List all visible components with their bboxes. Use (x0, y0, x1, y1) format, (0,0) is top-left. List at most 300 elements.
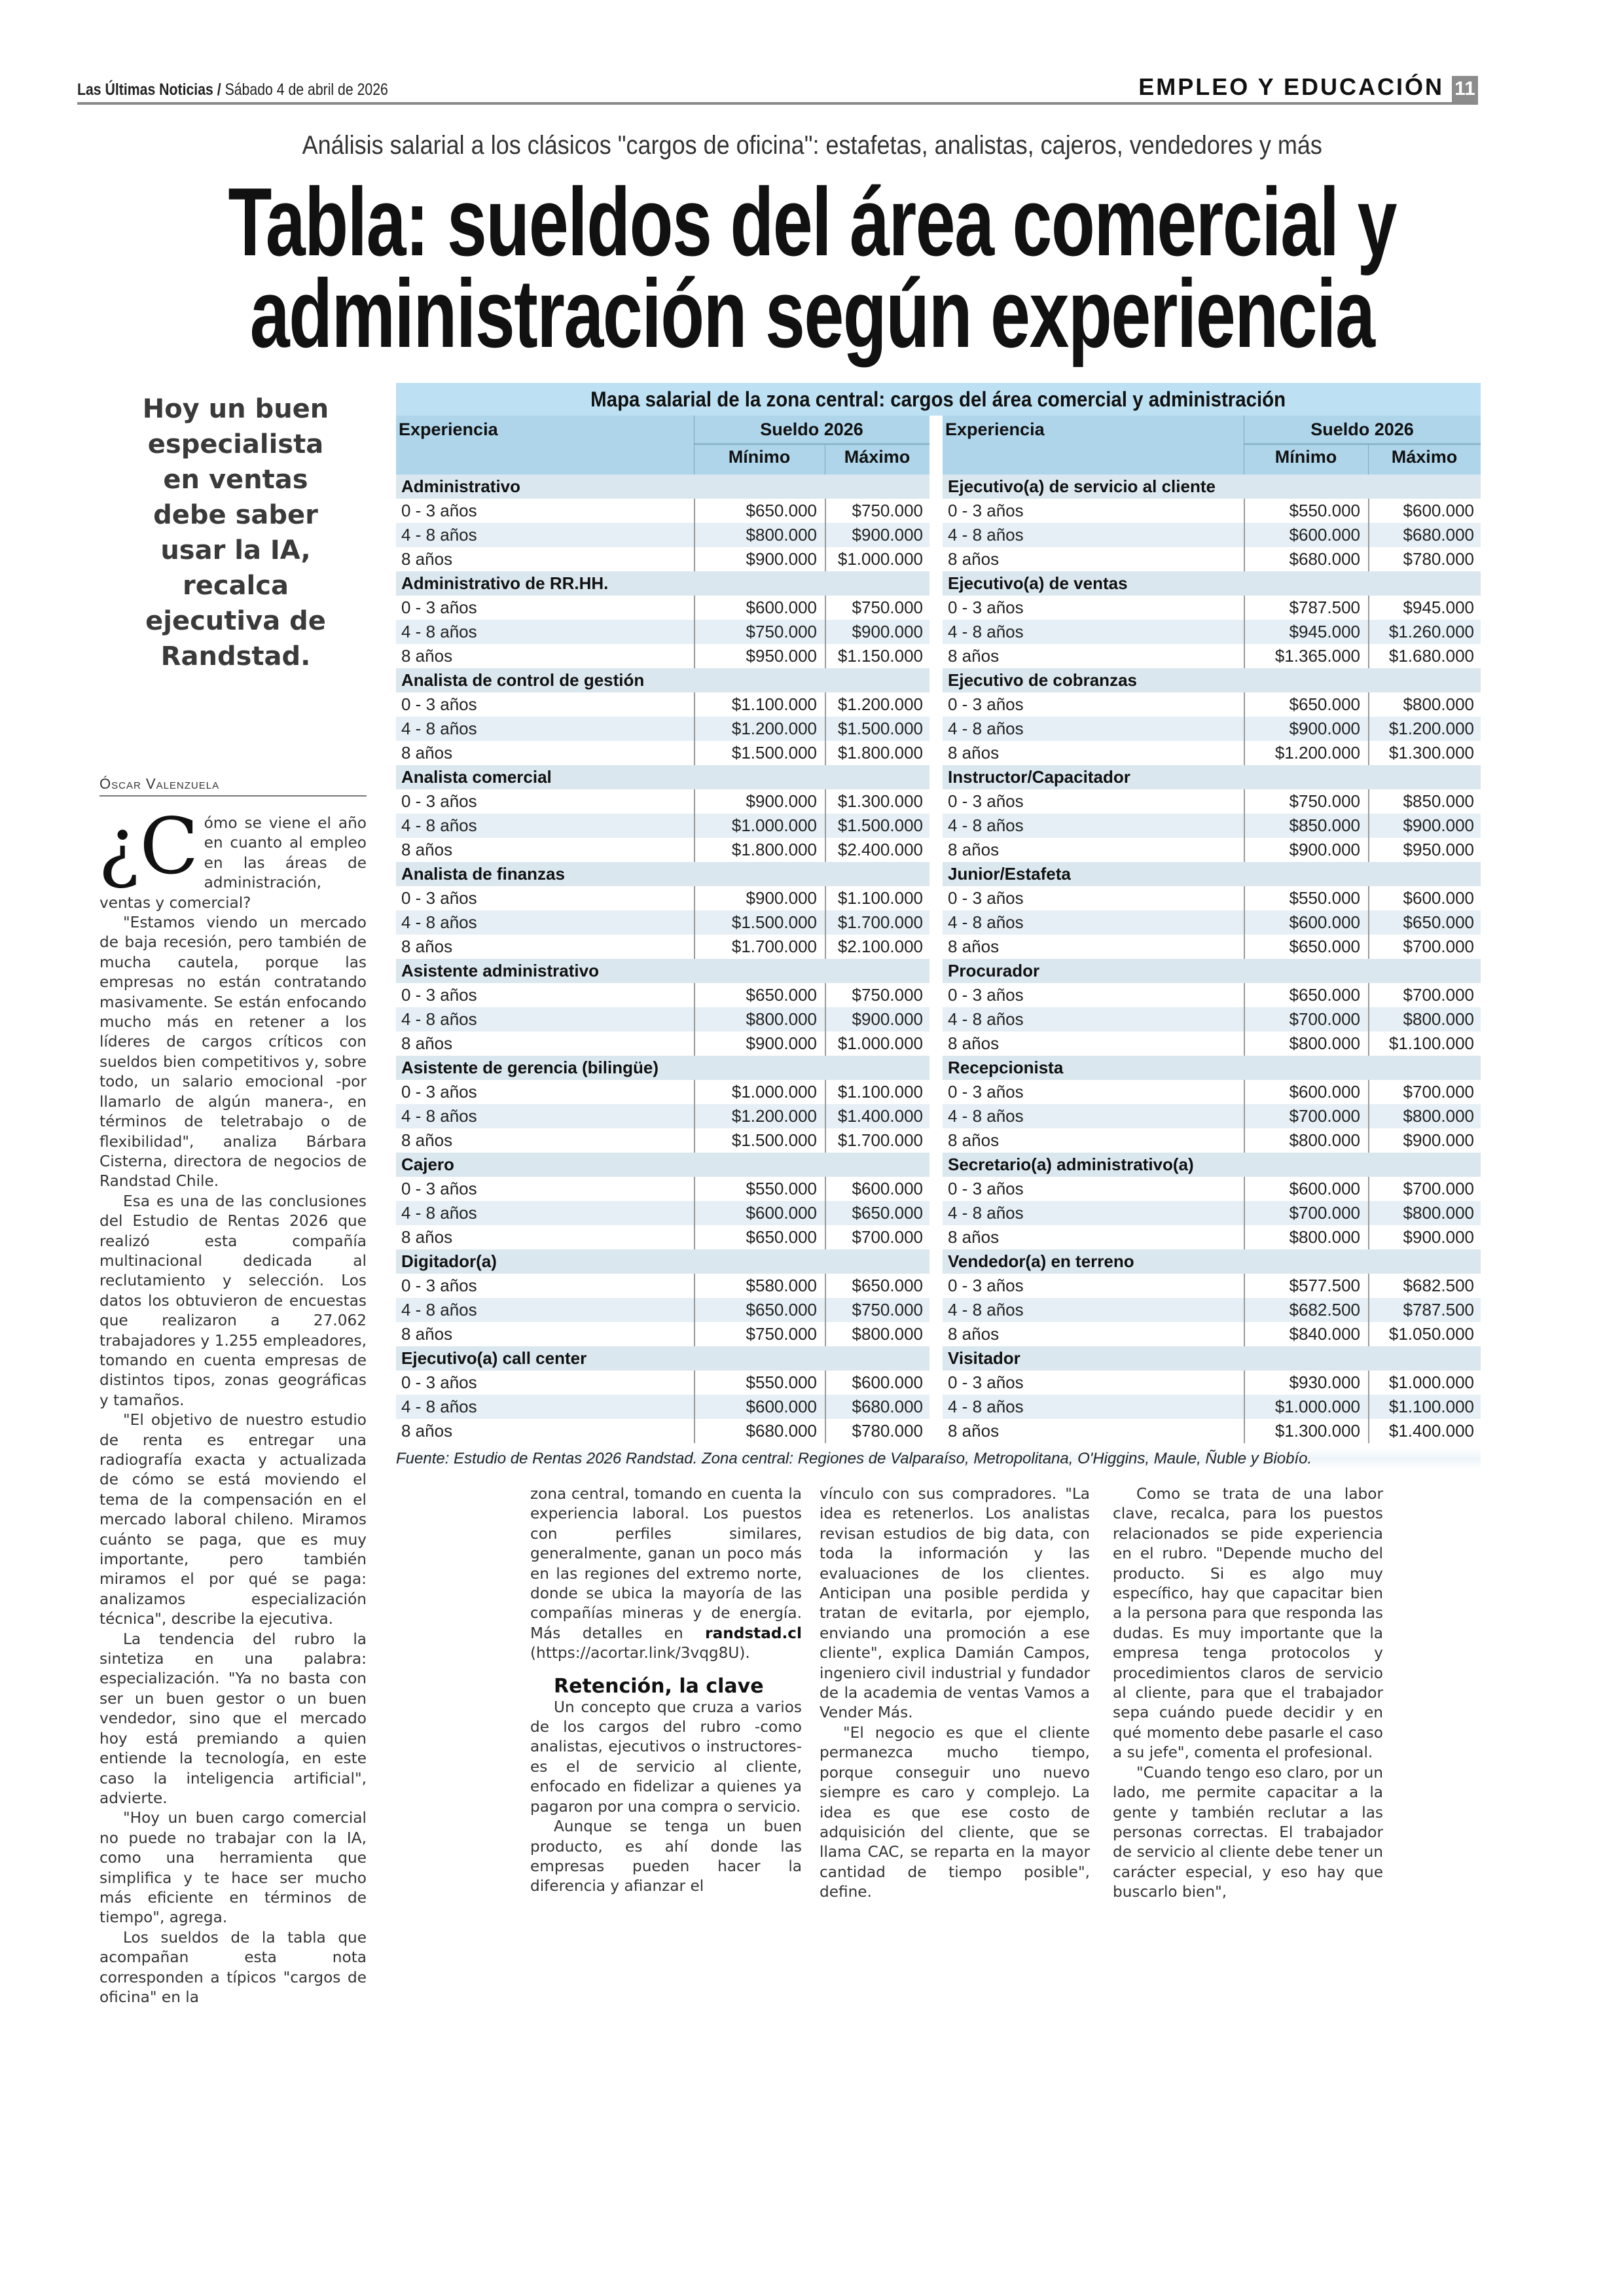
column-divider (825, 1298, 826, 1322)
experience-cell: 8 años (401, 937, 453, 956)
column-divider (1368, 983, 1369, 1007)
table-header (943, 416, 1481, 475)
table-row (943, 814, 1481, 838)
column-divider (1244, 910, 1245, 935)
column-divider (825, 935, 826, 959)
table-group-row (943, 1153, 1481, 1177)
paragraph: "El objetivo de nuestro estudio de renta es entregar una radiografía exacta y actualizada de cómo se está moviendo el tema de la compensación en el mercado laboral chileno. Miramos cuánto se paga, que es muy importante, pero también miramos el por qué se paga: analizamos especialización técnica", describe la ejecutiva. (99, 1411, 367, 1628)
column-divider (825, 596, 826, 620)
column-divider (1244, 1104, 1245, 1128)
experience-cell: 8 años (948, 1324, 1000, 1344)
job-title: Secretario(a) administrativo(a) (948, 1155, 1194, 1174)
max-salary-cell: $1.050.000 (1388, 1324, 1474, 1344)
job-title: Analista de finanzas (401, 864, 565, 884)
column-divider (825, 1080, 826, 1104)
column-divider (1368, 1225, 1369, 1249)
table-row (396, 1104, 929, 1128)
min-salary-cell: $800.000 (1289, 1130, 1360, 1150)
experience-cell: 4 - 8 años (401, 1300, 477, 1319)
table-title: Mapa salarial de la zona central: cargos del área comercial y administración (590, 387, 1286, 411)
table-row (396, 741, 929, 765)
experience-cell: 8 años (401, 1033, 453, 1053)
table-group-row (396, 668, 929, 692)
deck: Hoy un buen especialista en ventas debe saber usar la IA, recalca ejecutiva de Randstad. (142, 394, 329, 672)
min-salary-cell: $800.000 (746, 1009, 817, 1029)
min-salary-cell: $577.500 (1289, 1276, 1360, 1295)
table-row (943, 1201, 1481, 1225)
table-group-row (943, 668, 1481, 692)
column-divider (825, 1419, 826, 1443)
paragraph: Los sueldos de la tabla que acompañan esta nota corresponden a típicos "cargos de oficina" en la (99, 1928, 367, 2006)
max-salary-cell: $1.260.000 (1388, 622, 1474, 641)
min-salary-cell: $600.000 (746, 1203, 817, 1223)
column-divider (1368, 596, 1369, 620)
job-title: Instructor/Capacitador (948, 767, 1130, 787)
min-salary-cell: $800.000 (1289, 1033, 1360, 1053)
max-salary-cell: $787.500 (1403, 1300, 1474, 1319)
min-salary-cell: $580.000 (746, 1276, 817, 1295)
max-salary-cell: $700.000 (852, 1227, 923, 1247)
column-divider (1368, 1128, 1369, 1153)
experience-cell: 0 - 3 años (401, 1082, 477, 1102)
column-divider (1368, 1177, 1369, 1201)
job-title: Ejecutivo(a) de ventas (948, 573, 1128, 593)
min-salary-cell: $700.000 (1289, 1203, 1360, 1223)
experience-cell: 4 - 8 años (401, 622, 477, 641)
table-row (943, 717, 1481, 741)
experience-cell: 8 años (948, 743, 1000, 762)
table-group-row (943, 862, 1481, 886)
table-row (396, 1031, 929, 1056)
job-title: Ejecutivo(a) call center (401, 1348, 587, 1368)
table-group-row (396, 862, 929, 886)
table-group-row (396, 571, 929, 596)
column-divider (825, 547, 826, 571)
column-divider (825, 910, 826, 935)
column-divider (825, 814, 826, 838)
experience-cell: 0 - 3 años (948, 501, 1024, 520)
column-header-max: Máximo (1391, 447, 1458, 467)
table-row (396, 547, 929, 571)
table-source-note: Fuente: Estudio de Rentas 2026 Randstad. Zona central: Regiones de Valparaíso, Metropolitana, O'Higgins, Maule, Ñuble y Biobío. (396, 1448, 1481, 1470)
max-salary-cell: $800.000 (852, 1324, 923, 1344)
column-divider (1244, 789, 1245, 814)
column-divider (1368, 1031, 1369, 1056)
paragraph: Esa es una de las conclusiones del Estudio de Rentas 2026 que realizó esta compañía multinacional dedicada al reclutamiento y selección. Los datos los obtuvieron de encuestas que realizaron a 27.062 trabajadores y 1.255 empleadores, tomando en cuenta empresas de distintos tipos, zonas geográficas y tamaños. (99, 1192, 367, 1409)
table-row (396, 1298, 929, 1322)
job-title: Vendedor(a) en terreno (948, 1251, 1134, 1271)
max-salary-cell: $650.000 (852, 1276, 923, 1295)
column-divider (1244, 717, 1245, 741)
column-divider (694, 741, 695, 765)
table-row (396, 814, 929, 838)
column-divider (825, 1177, 826, 1201)
column-divider (825, 838, 826, 862)
min-salary-cell: $900.000 (746, 888, 817, 908)
table-row (943, 499, 1481, 523)
table-row (396, 789, 929, 814)
table-group-row (396, 1249, 929, 1274)
kicker-text: Análisis salarial a los clásicos "cargos de oficina": estafetas, analistas, cajeros, vendedores y más (302, 131, 1322, 160)
experience-cell: 8 años (401, 1227, 453, 1247)
drop-cap: ¿C (98, 801, 199, 891)
max-salary-cell: $600.000 (1403, 888, 1474, 908)
column-divider (1244, 692, 1245, 717)
table-row (396, 692, 929, 717)
min-salary-cell: $650.000 (746, 985, 817, 1005)
column-divider (1244, 1080, 1245, 1104)
paragraph-text: ómo se viene el año en cuanto al empleo en las áreas de administración, ventas y comercial? (99, 814, 367, 912)
experience-cell: 0 - 3 años (401, 501, 477, 520)
max-salary-cell: $682.500 (1403, 1276, 1474, 1295)
max-salary-cell: $780.000 (1403, 549, 1474, 569)
min-salary-cell: $650.000 (746, 1227, 817, 1247)
experience-cell: 8 años (401, 1130, 453, 1150)
max-salary-cell: $650.000 (1403, 912, 1474, 932)
experience-cell: 8 años (948, 840, 1000, 859)
table-row (943, 1395, 1481, 1419)
column-divider (1368, 741, 1369, 765)
body-column-2 (530, 1484, 802, 1897)
body-column-3 (820, 1484, 1090, 1903)
column-header-salary: Sueldo 2026 (1244, 420, 1481, 445)
experience-cell: 8 años (948, 937, 1000, 956)
column-divider (694, 1274, 695, 1298)
max-salary-cell: $1.100.000 (1388, 1033, 1474, 1053)
column-divider (1368, 547, 1369, 571)
table-row (943, 1322, 1481, 1346)
column-divider (825, 1007, 826, 1031)
min-salary-cell: $900.000 (746, 1033, 817, 1053)
min-salary-cell: $700.000 (1289, 1009, 1360, 1029)
job-title: Procurador (948, 961, 1040, 980)
column-divider (694, 644, 695, 668)
column-divider (694, 1371, 695, 1395)
column-divider (1368, 499, 1369, 523)
column-divider (1244, 1225, 1245, 1249)
table-row (943, 1419, 1481, 1443)
column-divider (825, 1104, 826, 1128)
table-group-row (396, 1056, 929, 1080)
column-divider (825, 983, 826, 1007)
table-row (396, 523, 929, 547)
column-divider (1368, 444, 1369, 475)
column-divider (1244, 523, 1245, 547)
max-salary-cell: $650.000 (852, 1203, 923, 1223)
table-row (943, 1031, 1481, 1056)
table-row (396, 717, 929, 741)
job-title: Cajero (401, 1155, 454, 1174)
experience-cell: 4 - 8 años (401, 1009, 477, 1029)
column-divider (694, 886, 695, 910)
experience-cell: 8 años (948, 1033, 1000, 1053)
max-salary-cell: $1.000.000 (837, 549, 923, 569)
min-salary-cell: $600.000 (1289, 1179, 1360, 1198)
experience-cell: 0 - 3 años (948, 1179, 1024, 1198)
experience-cell: 0 - 3 años (401, 985, 477, 1005)
experience-cell: 4 - 8 años (948, 912, 1024, 932)
column-divider (694, 1225, 695, 1249)
column-divider (1368, 1371, 1369, 1395)
table-row (943, 1274, 1481, 1298)
min-salary-cell: $900.000 (1289, 840, 1360, 859)
table-row (943, 1177, 1481, 1201)
min-salary-cell: $800.000 (746, 525, 817, 545)
experience-cell: 8 años (948, 646, 1000, 666)
min-salary-cell: $1.000.000 (731, 816, 817, 835)
table-row (943, 1225, 1481, 1249)
section-name: EMPLEO Y EDUCACIÓN (1138, 73, 1444, 100)
experience-cell: 0 - 3 años (401, 1276, 477, 1295)
column-divider (1368, 886, 1369, 910)
min-salary-cell: $1.800.000 (731, 840, 817, 859)
column-divider (1244, 596, 1245, 620)
min-salary-cell: $850.000 (1289, 816, 1360, 835)
paragraph: vínculo con sus compradores. "La idea es retenerlos. Los analistas revisan estudios de big data, con toda la información y las evaluaciones de los clientes. Anticipan una posible perdida y tratan de evitarla, por ejemplo, enviando una promoción a ese cliente", explica Damián Campos, ingeniero civil industrial y fundador de la academia de ventas Vamos a Vender Más. (820, 1485, 1090, 1722)
column-divider (1244, 1031, 1245, 1056)
table-row (396, 1225, 929, 1249)
column-divider (1244, 1128, 1245, 1153)
kicker (0, 131, 1624, 160)
column-divider (1368, 838, 1369, 862)
table-row (396, 1395, 929, 1419)
table-title-bar (396, 383, 1481, 416)
table-row (943, 523, 1481, 547)
table-row (396, 499, 929, 523)
table-group-row (943, 765, 1481, 789)
table-row (396, 1128, 929, 1153)
max-salary-cell: $800.000 (1403, 1009, 1474, 1029)
job-title: Recepcionista (948, 1058, 1064, 1077)
column-divider (1244, 499, 1245, 523)
column-divider (825, 1201, 826, 1225)
job-title: Analista comercial (401, 767, 552, 787)
column-divider (1368, 789, 1369, 814)
column-divider (825, 644, 826, 668)
min-salary-cell: $1.300.000 (1274, 1421, 1360, 1441)
experience-cell: 8 años (948, 1227, 1000, 1247)
experience-cell: 0 - 3 años (948, 694, 1024, 714)
column-header-experience: Experiencia (399, 420, 498, 439)
min-salary-cell: $750.000 (1289, 791, 1360, 811)
table-row (396, 886, 929, 910)
max-salary-cell: $780.000 (852, 1421, 923, 1441)
table-right-half (943, 416, 1481, 1443)
column-divider (694, 1201, 695, 1225)
column-divider (1368, 1322, 1369, 1346)
column-divider (1368, 692, 1369, 717)
table-row (396, 838, 929, 862)
max-salary-cell: $1.500.000 (837, 816, 923, 835)
column-divider (825, 620, 826, 644)
column-divider (1244, 741, 1245, 765)
table-row (396, 1371, 929, 1395)
experience-cell: 8 años (948, 549, 1000, 569)
column-divider (694, 1104, 695, 1128)
table-row (943, 620, 1481, 644)
max-salary-cell: $680.000 (852, 1397, 923, 1416)
max-salary-cell: $680.000 (1403, 525, 1474, 545)
column-divider (825, 523, 826, 547)
min-salary-cell: $840.000 (1289, 1324, 1360, 1344)
table-group-row (943, 1056, 1481, 1080)
paragraph: "Cuando tengo eso claro, por un lado, me permite capacitar a la gente y también reclutar a las personas correctas. El trabajador de servicio al cliente debe tener un carácter especial, y eso hay que buscarlo bien", (1113, 1763, 1383, 1901)
column-divider (825, 1322, 826, 1346)
max-salary-cell: $2.100.000 (837, 937, 923, 956)
column-divider (694, 814, 695, 838)
max-salary-cell: $1.400.000 (837, 1106, 923, 1126)
max-salary-cell: $900.000 (1403, 1130, 1474, 1150)
table-row (943, 1371, 1481, 1395)
table-row (396, 1007, 929, 1031)
experience-cell: 0 - 3 años (401, 1179, 477, 1198)
body-column-1 (98, 801, 367, 2007)
max-salary-cell: $945.000 (1403, 598, 1474, 617)
min-salary-cell: $680.000 (746, 1421, 817, 1441)
column-divider (1244, 983, 1245, 1007)
column-divider (1368, 1298, 1369, 1322)
table-row (396, 1201, 929, 1225)
experience-cell: 4 - 8 años (401, 912, 477, 932)
column-divider (1244, 1298, 1245, 1322)
min-salary-cell: $1.500.000 (731, 1130, 817, 1150)
experience-cell: 4 - 8 años (401, 1397, 477, 1416)
column-divider (694, 1177, 695, 1201)
randstad-link[interactable]: randstad.cl (705, 1624, 802, 1642)
max-salary-cell: $800.000 (1403, 1106, 1474, 1126)
max-salary-cell: $1.300.000 (837, 791, 923, 811)
paragraph-text: zona central, tomando en cuenta la experiencia laboral. Los puestos con perfiles similares, generalmente, ganan un poco más en las regiones del extremo norte, donde se ubica la mayoría de las compañías mineras y de energía. Más detalles en (530, 1485, 802, 1642)
table-group-row (396, 1346, 929, 1371)
paragraph: Un concepto que cruza a varios de los cargos del rubro -como analistas, ejecutivos o instructores- es el de servicio al cliente, enfocado en fidelizar a quienes ya pagaron por una compra o servicio. (530, 1698, 802, 1816)
table-row (943, 1007, 1481, 1031)
column-divider (694, 1128, 695, 1153)
column-divider (825, 1395, 826, 1419)
table-row (396, 983, 929, 1007)
min-salary-cell: $1.000.000 (1274, 1397, 1360, 1416)
experience-cell: 8 años (401, 549, 453, 569)
column-divider (825, 1225, 826, 1249)
max-salary-cell: $900.000 (1403, 1227, 1474, 1247)
min-salary-cell: $930.000 (1289, 1372, 1360, 1392)
paragraph: Como se trata de una labor clave, recalca, para los puestos relacionados se pide experiencia en el rubro. "Depende mucho del producto. Si es algo muy específico, hay que capacitar bien a la persona para que responda las dudas. Es muy importante que la empresa tenga protocolos y procedimientos claros de servicio al cliente, para que el trabajador sepa cuándo puede decidir y en qué momento debe pasarle el caso a su jefe", comenta el profesional. (1113, 1485, 1383, 1762)
experience-cell: 0 - 3 años (401, 791, 477, 811)
job-title: Administrativo (401, 476, 521, 496)
experience-cell: 4 - 8 años (401, 816, 477, 835)
table-row (396, 1322, 929, 1346)
min-salary-cell: $945.000 (1289, 622, 1360, 641)
job-title: Ejecutivo(a) de servicio al cliente (948, 476, 1216, 496)
table-row (943, 838, 1481, 862)
column-divider (825, 1371, 826, 1395)
min-salary-cell: $1.500.000 (731, 743, 817, 762)
min-salary-cell: $1.500.000 (731, 912, 817, 932)
column-divider (1368, 1007, 1369, 1031)
max-salary-cell: $1.400.000 (1388, 1421, 1474, 1441)
max-salary-cell: $800.000 (1403, 694, 1474, 714)
table-row (943, 644, 1481, 668)
max-salary-cell: $1.000.000 (1388, 1372, 1474, 1392)
column-divider (694, 1080, 695, 1104)
job-title: Ejecutivo de cobranzas (948, 670, 1137, 690)
min-salary-cell: $550.000 (746, 1372, 817, 1392)
table-row (396, 644, 929, 668)
max-salary-cell: $600.000 (852, 1179, 923, 1198)
table-left-half (396, 416, 929, 1443)
min-salary-cell: $900.000 (1289, 719, 1360, 738)
min-salary-cell: $700.000 (1289, 1106, 1360, 1126)
experience-cell: 4 - 8 años (948, 1203, 1024, 1223)
experience-cell: 0 - 3 años (401, 598, 477, 617)
experience-cell: 0 - 3 años (948, 1276, 1024, 1295)
column-divider (1368, 1201, 1369, 1225)
table-row (396, 910, 929, 935)
max-salary-cell: $700.000 (1403, 937, 1474, 956)
experience-cell: 0 - 3 años (948, 888, 1024, 908)
paragraph (530, 1484, 802, 1664)
headline-text: Tabla: sueldos del área comercial y (228, 168, 1396, 276)
short-url[interactable]: (https://acortar.link/3vqg8U). (530, 1644, 750, 1662)
paragraph: "El negocio es que el cliente permanezca mucho tiempo, porque conseguir uno nuevo siempre es caro y complejo. La idea es que ese costo de adquisición del cliente, que se llama CAC, se reparta en la mayor cantidad de tiempo posible", define. (820, 1723, 1090, 1901)
min-salary-cell: $650.000 (746, 501, 817, 520)
job-title: Digitador(a) (401, 1251, 497, 1271)
max-salary-cell: $900.000 (852, 622, 923, 641)
min-salary-cell: $1.200.000 (731, 1106, 817, 1126)
column-divider (694, 547, 695, 571)
table-header (396, 416, 929, 475)
salary-table (396, 383, 1481, 1441)
min-salary-cell: $650.000 (746, 1300, 817, 1319)
column-divider (694, 838, 695, 862)
table-group-row (396, 959, 929, 983)
column-divider (1368, 1080, 1369, 1104)
column-divider (1368, 1274, 1369, 1298)
body-column-4 (1113, 1484, 1383, 1903)
min-salary-cell: $1.100.000 (731, 694, 817, 714)
min-salary-cell: $800.000 (1289, 1227, 1360, 1247)
experience-cell: 0 - 3 años (948, 791, 1024, 811)
paper-name: Las Últimas Noticias (77, 81, 213, 99)
min-salary-cell: $680.000 (1289, 549, 1360, 569)
min-salary-cell: $650.000 (1289, 985, 1360, 1005)
column-divider (694, 596, 695, 620)
min-salary-cell: $1.200.000 (1274, 743, 1360, 762)
table-group-row (943, 571, 1481, 596)
column-divider (1244, 1395, 1245, 1419)
column-divider (1244, 1322, 1245, 1346)
min-salary-cell: $1.365.000 (1274, 646, 1360, 666)
column-divider (1368, 644, 1369, 668)
table-group-row (396, 765, 929, 789)
min-salary-cell: $650.000 (1289, 937, 1360, 956)
max-salary-cell: $600.000 (1403, 501, 1474, 520)
column-header-salary: Sueldo 2026 (694, 420, 929, 445)
column-divider (1244, 1371, 1245, 1395)
experience-cell: 8 años (401, 743, 453, 762)
column-header-max: Máximo (844, 447, 911, 467)
table-row (943, 789, 1481, 814)
paragraph: "Estamos viendo un mercado de baja recesión, pero también de mucha cautela, porque las empresas no están contratando masivamente. Se están enfocando mucho más en retener a los líderes de cargos críticos con sueldos bien competitivos y, sobre todo, un salario emocional -por llamarlo de algún manera-, en términos de teletrabajo o de flexibilidad", analiza Bárbara Cisterna, directora de negocios de Randstad Chile. (99, 914, 367, 1191)
column-divider (1244, 886, 1245, 910)
column-divider (1368, 1395, 1369, 1419)
experience-cell: 4 - 8 años (948, 816, 1024, 835)
column-divider (694, 910, 695, 935)
job-title: Asistente de gerencia (bilingüe) (401, 1058, 659, 1077)
column-divider (694, 1419, 695, 1443)
min-salary-cell: $1.200.000 (731, 719, 817, 738)
experience-cell: 8 años (948, 1421, 1000, 1441)
column-divider (694, 692, 695, 717)
